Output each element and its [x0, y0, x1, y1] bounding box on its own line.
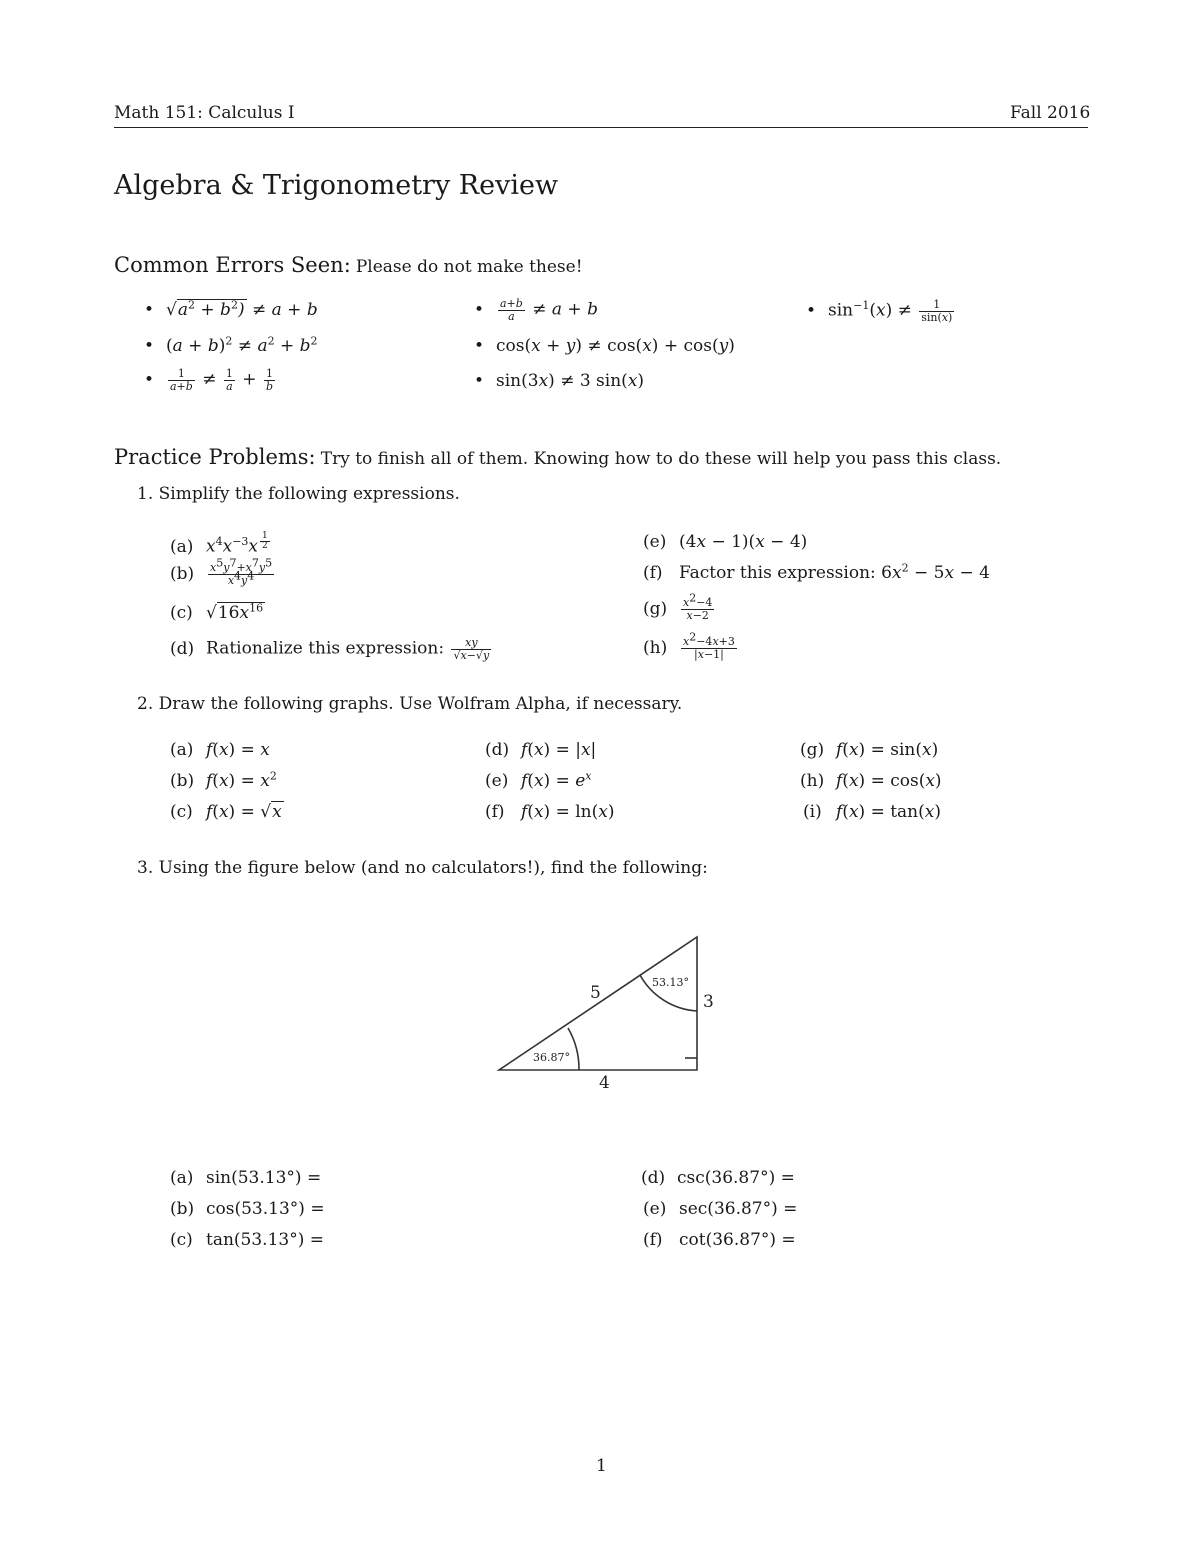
q2-item-d: (d) f(x) = |x| [485, 740, 597, 760]
q1-item-f: (f) Factor this expression: $6x^2 - 5x - 4$ [643, 561, 990, 583]
q1-item-b: (b) $\frac{x^5y^7+x^7y^5}{x^4y^4}$ [170, 556, 273, 587]
triangle-outline [499, 937, 697, 1070]
q2-item-b: (b) $f(x) = x^2$ [170, 769, 277, 791]
q1-item-d: (d) Rationalize this expression: $\frac{xy}{√x-√y}$ [170, 636, 490, 662]
error-item: • sin(3x) ≠ 3 sin(x) [474, 371, 645, 391]
error-item: • $\sin^{-1}(x)$ ≠ $\frac{1}{\sin(x)}$ [806, 298, 953, 324]
page-number: 1 [596, 1456, 607, 1476]
q2-item-a: (a) f(x) = x [170, 740, 270, 760]
q3-item-e: (e) sec(36.87°) = [643, 1199, 798, 1219]
page-title: Algebra & Trigonometry Review [114, 170, 559, 201]
horizontal-side-label: 4 [599, 1073, 610, 1093]
q2-item-c: (c) f(x) = √x [170, 802, 282, 822]
term-label: Fall 2016 [1010, 103, 1091, 123]
q1-item-c: (c) $√16x^{16}$ [170, 601, 264, 623]
top-angle-label: 53.13° [652, 976, 689, 989]
q2-item-i: (i) f(x) = tan(x) [803, 802, 941, 822]
question-2-prompt: 2. Draw the following graphs. Use Wolfram Alpha, if necessary. [137, 694, 683, 714]
error-item: • $\frac{1}{a+b}$ ≠ $\frac{1}{a}$ + $\frac{1}{b}$ [144, 367, 273, 393]
q3-item-f: (f) cot(36.87°) = [643, 1230, 796, 1250]
question-1-prompt: 1. Simplify the following expressions. [137, 484, 460, 504]
q1-item-a: (a) $x^4x^{-3}x$ $^{\frac{1}{2}}$ [170, 531, 268, 557]
q1-item-g: (g) $\frac{x^2-4}{x-2}$ [643, 591, 713, 622]
vertical-side-label: 3 [703, 992, 714, 1012]
common-errors-heading: Common Errors Seen: Please do not make these! [114, 253, 583, 277]
q3-item-b: (b) cos(53.13°) = [170, 1199, 325, 1219]
error-item: • $\frac{a+b}{a}$ ≠ a + b [474, 297, 598, 323]
practice-heading: Practice Problems: Try to finish all of them. Knowing how to do these will help you pass this class. [114, 445, 1002, 469]
error-item: • $(a + b)^2 \ne a^2 + b^2$ [144, 334, 318, 356]
q3-item-c: (c) tan(53.13°) = [170, 1230, 324, 1250]
q2-item-e: (e) $f(x) = e^x$ [485, 769, 592, 791]
q3-item-d: (d) csc(36.87°) = [641, 1168, 795, 1188]
left-angle-label: 36.87° [533, 1051, 570, 1064]
q1-item-h: (h) $\frac{x^2-4x+3}{|x-1|}$ [643, 630, 735, 661]
question-3-prompt: 3. Using the figure below (and no calculators!), find the following: [137, 858, 708, 878]
q2-item-f: (f) f(x) = ln(x) [485, 802, 615, 822]
hypotenuse-label: 5 [590, 983, 601, 1003]
q2-item-h: (h) f(x) = cos(x) [800, 771, 942, 791]
error-item: • cos(x + y) ≠ cos(x) + cos(y) [474, 336, 735, 356]
q3-item-a: (a) sin(53.13°) = [170, 1168, 322, 1188]
q1-item-e: (e) (4x − 1)(x − 4) [643, 532, 808, 552]
q2-item-g: (g) f(x) = sin(x) [800, 740, 939, 760]
error-item: • $√a^2 + b^2) \ne a + b$ [144, 298, 318, 320]
course-title: Math 151: Calculus I [114, 103, 295, 123]
